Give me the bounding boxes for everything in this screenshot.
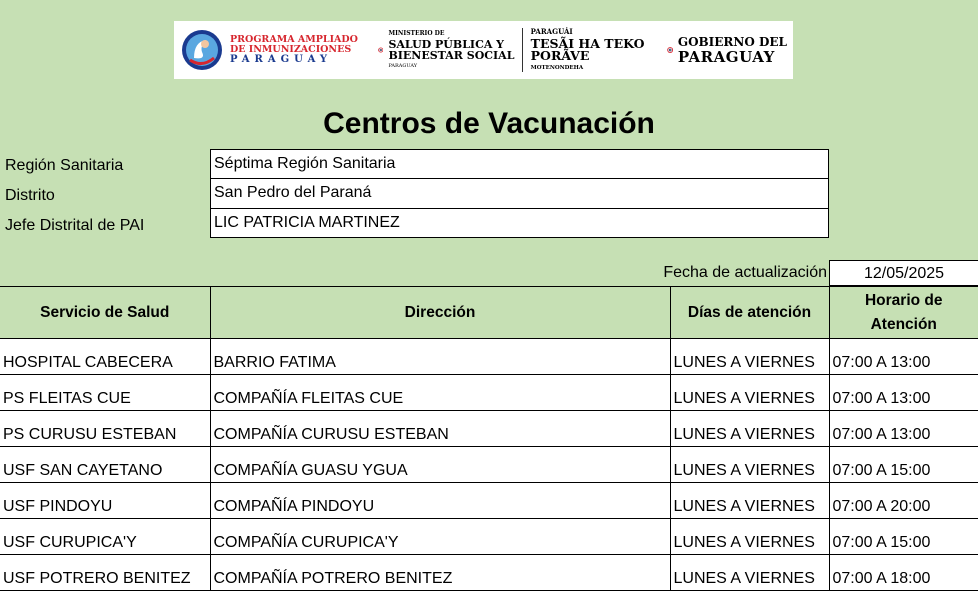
cell-dias[interactable]: LUNES A VIERNES: [670, 411, 829, 447]
tesai-small: PARAGUÁI: [531, 26, 645, 38]
ministry-small: MINISTERIO DE: [388, 28, 514, 39]
tesai-line2: PORÃVE: [531, 50, 645, 62]
ministry-line2: BIENESTAR SOCIAL: [388, 50, 514, 61]
cell-dias[interactable]: LUNES A VIERNES: [670, 447, 829, 483]
cell-dias[interactable]: LUNES A VIERNES: [670, 483, 829, 519]
table-row: [0, 447, 978, 483]
region-value[interactable]: Séptima Región Sanitaria: [210, 149, 829, 179]
table-row: [0, 555, 978, 591]
table-row: [0, 339, 978, 375]
table-header-row: [0, 287, 978, 339]
cell-servicio[interactable]: HOSPITAL CABECERA: [0, 339, 210, 375]
cell-direccion[interactable]: COMPAÑÍA PINDOYU: [210, 483, 670, 519]
cell-direccion[interactable]: COMPAÑÍA CURUSU ESTEBAN: [210, 411, 670, 447]
table-row: [0, 519, 978, 555]
tesai-line1: TESÃI HA TEKO: [531, 38, 645, 50]
ministry-logo: [388, 28, 514, 72]
pai-line1: PROGRAMA AMPLIADO: [230, 35, 358, 45]
table-row: [0, 483, 978, 519]
cell-servicio[interactable]: PS FLEITAS CUE: [0, 375, 210, 411]
vaccination-centers-table: [0, 286, 978, 591]
cell-horario[interactable]: 07:00 A 18:00: [829, 555, 978, 591]
header-direccion[interactable]: Dirección: [210, 287, 670, 339]
cell-servicio[interactable]: USF SAN CAYETANO: [0, 447, 210, 483]
cell-direccion[interactable]: COMPAÑÍA GUASU YGUA: [210, 447, 670, 483]
cell-horario[interactable]: 07:00 A 13:00: [829, 411, 978, 447]
cell-servicio[interactable]: USF CURUPICA'Y: [0, 519, 210, 555]
cell-servicio[interactable]: USF PINDOYU: [0, 483, 210, 519]
jefe-label: Jefe Distrital de PAI: [5, 217, 144, 235]
cell-horario[interactable]: 07:00 A 15:00: [829, 519, 978, 555]
cell-servicio[interactable]: PS CURUSU ESTEBAN: [0, 411, 210, 447]
pai-emblem-icon: [180, 28, 224, 72]
national-seal-icon: [378, 36, 384, 64]
region-label: Región Sanitaria: [5, 157, 123, 175]
cell-dias[interactable]: LUNES A VIERNES: [670, 555, 829, 591]
header-horario-line2: Atención: [871, 316, 937, 333]
fecha-label: Fecha de actualización: [663, 264, 827, 282]
logo-banner: [174, 21, 793, 79]
page-title: Centros de Vacunación: [0, 107, 978, 141]
cell-dias[interactable]: LUNES A VIERNES: [670, 339, 829, 375]
cell-direccion[interactable]: BARRIO FATIMA: [210, 339, 670, 375]
header-dias[interactable]: Días de atención: [670, 287, 829, 339]
ministry-tiny: PARAGUAY: [388, 61, 514, 72]
jefe-value[interactable]: LIC PATRICIA MARTINEZ: [210, 208, 829, 238]
table-row: [0, 411, 978, 447]
header-horario[interactable]: [829, 287, 978, 339]
cell-direccion[interactable]: COMPAÑÍA FLEITAS CUE: [210, 375, 670, 411]
cell-horario[interactable]: 07:00 A 15:00: [829, 447, 978, 483]
cell-direccion[interactable]: COMPAÑÍA CURUPICA'Y: [210, 519, 670, 555]
cell-servicio[interactable]: USF POTRERO BENITEZ: [0, 555, 210, 591]
pai-line3: PARAGUAY: [230, 55, 358, 65]
gobierno-logo: [678, 35, 787, 65]
header-servicio[interactable]: Servicio de Salud: [0, 287, 210, 339]
pai-line2: DE INMUNIZACIONES: [230, 45, 358, 55]
cell-horario[interactable]: 07:00 A 13:00: [829, 339, 978, 375]
cell-dias[interactable]: LUNES A VIERNES: [670, 519, 829, 555]
cell-dias[interactable]: LUNES A VIERNES: [670, 375, 829, 411]
pai-logo: [180, 21, 358, 79]
gobierno-line2: PARAGUAY: [678, 50, 787, 65]
ministry-line1: SALUD PÚBLICA Y: [388, 39, 514, 50]
gobierno-line1: GOBIERNO DEL: [678, 35, 787, 50]
fecha-value[interactable]: 12/05/2025: [829, 260, 978, 286]
distrito-label: Distrito: [5, 187, 55, 205]
cell-horario[interactable]: 07:00 A 20:00: [829, 483, 978, 519]
cell-direccion[interactable]: COMPAÑÍA POTRERO BENITEZ: [210, 555, 670, 591]
tesai-tiny: MOTENONDEHA: [531, 62, 645, 74]
header-horario-line1: Horario de: [865, 292, 943, 309]
table-row: [0, 375, 978, 411]
tesai-logo: [531, 26, 645, 74]
cell-horario[interactable]: 07:00 A 13:00: [829, 375, 978, 411]
gobierno-seal-icon: [667, 34, 673, 66]
distrito-value[interactable]: San Pedro del Paraná: [210, 179, 829, 209]
